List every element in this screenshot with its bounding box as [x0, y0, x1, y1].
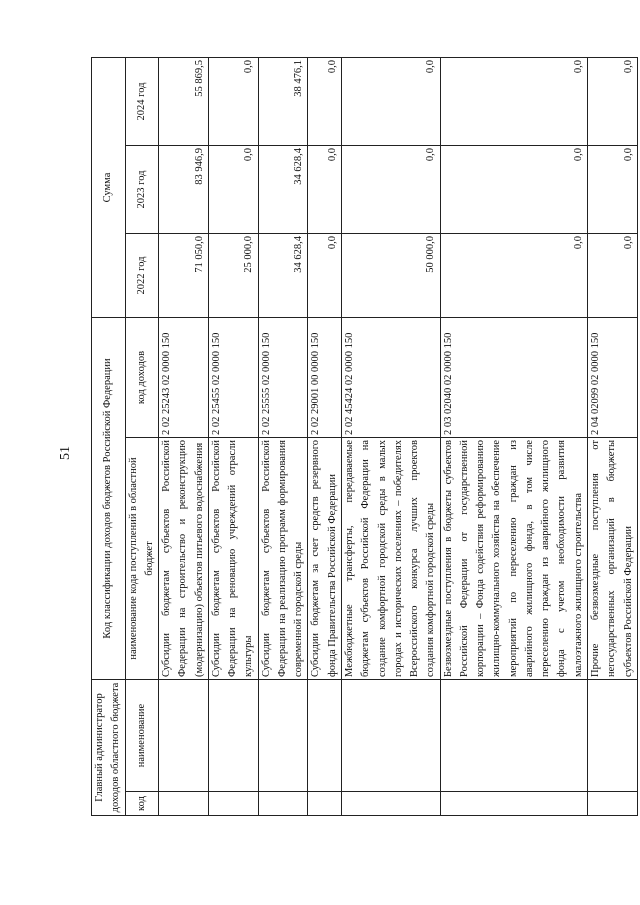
value-2023-cell: 0,0 — [440, 145, 587, 233]
revenue-name-cell: Субсидии бюджетам субъектов Российской Федерации на реализацию программ формирования современной городской среды — [258, 438, 308, 680]
value-2022-cell: 50 000,0 — [341, 233, 440, 317]
header-admin: Главный администратор доходов областного бюджета — [92, 680, 126, 816]
header-revenue-name: наименование кода поступлений в областной бюджет — [125, 438, 159, 680]
value-2023-cell: 0,0 — [341, 145, 440, 233]
revenue-name-cell: Безвозмездные поступления в бюджеты субъектов Российской Федерации от государственной корпорации – Фонда содействия реформированию жилищно-коммунального хозяйства на обеспечение мероприятий по переселению граждан из аварийного жилищного фонда, в том числе переселению граждан из аварийного жилищного фонда с учетом необходимости развития малоэтажного жилищного строительства — [440, 438, 587, 680]
header-admin-name: наименование — [125, 680, 159, 792]
revenue-name-cell: Субсидии бюджетам субъектов Российской Федерации на строительство и реконструкцию (модернизацию) объектов питьевого водоснабжения — [159, 438, 209, 680]
value-2024-cell: 0,0 — [308, 57, 342, 145]
value-2023-cell: 0,0 — [308, 145, 342, 233]
value-2022-cell: 0,0 — [587, 233, 637, 317]
value-2023-cell: 83 946,9 — [159, 145, 209, 233]
value-2022-cell: 0,0 — [308, 233, 342, 317]
header-year-2023: 2023 год — [125, 145, 159, 233]
header-revenue-code: код доходов — [125, 317, 159, 437]
value-2023-cell: 34 628,4 — [258, 145, 308, 233]
header-year-2022: 2022 год — [125, 233, 159, 317]
value-2024-cell: 38 476,1 — [258, 57, 308, 145]
revenue-name-cell: Прочие безвозмездные поступления от негосударственных организаций в бюджеты субъектов Российской Федерации — [587, 438, 637, 680]
revenue-name-cell: Межбюджетные трансферты, передаваемые бюджетам субъектов Российской Федерации на создание комфортной городской среды в малых городах и исторических поселениях – победителях Всероссийского конкурса лучших проектов создания комфортной городской среды — [341, 438, 440, 680]
revenue-name-cell: Субсидии бюджетам за счет средств резервного фонда Правительства Российской Федерации — [308, 438, 342, 680]
revenue-code-cell: 2 02 45424 02 0000 150 — [341, 317, 440, 437]
value-2022-cell: 71 050,0 — [159, 233, 209, 317]
revenue-name-cell: Субсидии бюджетам субъектов Российской Федерации на реновацию учреждений отрасли культуры — [208, 438, 258, 680]
value-2024-cell: 55 869,5 — [159, 57, 209, 145]
value-2024-cell: 0,0 — [341, 57, 440, 145]
value-2024-cell: 0,0 — [208, 57, 258, 145]
value-2023-cell: 0,0 — [208, 145, 258, 233]
revenue-code-cell: 2 02 29001 00 0000 150 — [308, 317, 342, 437]
revenue-code-cell: 2 02 25555 02 0000 150 — [258, 317, 308, 437]
value-2022-cell: 25 000,0 — [208, 233, 258, 317]
rotated-page-content — [91, 58, 634, 816]
table-row — [258, 57, 308, 815]
revenue-code-cell: 2 03 02040 02 0000 150 — [440, 317, 587, 437]
revenue-code-cell: 2 02 25243 02 0000 150 — [159, 317, 209, 437]
table-row — [587, 57, 637, 815]
table-row — [208, 57, 258, 815]
revenue-table — [91, 57, 638, 816]
table-row — [159, 57, 209, 815]
header-sum: Сумма — [92, 57, 126, 317]
value-2024-cell: 0,0 — [587, 57, 637, 145]
revenue-code-cell: 2 02 25455 02 0000 150 — [208, 317, 258, 437]
table-row — [341, 57, 440, 815]
value-2022-cell: 0,0 — [440, 233, 587, 317]
value-2022-cell: 34 628,4 — [258, 233, 308, 317]
revenue-code-cell: 2 04 02099 02 0000 150 — [587, 317, 637, 437]
page-number: 51 — [58, 446, 73, 460]
header-year-2024: 2024 год — [125, 57, 159, 145]
value-2023-cell: 0,0 — [587, 145, 637, 233]
table-row — [308, 57, 342, 815]
header-admin-code: код — [125, 792, 159, 816]
table-row — [440, 57, 587, 815]
value-2024-cell: 0,0 — [440, 57, 587, 145]
header-classification: Код классификации доходов бюджетов Российской Федерации — [92, 317, 126, 679]
